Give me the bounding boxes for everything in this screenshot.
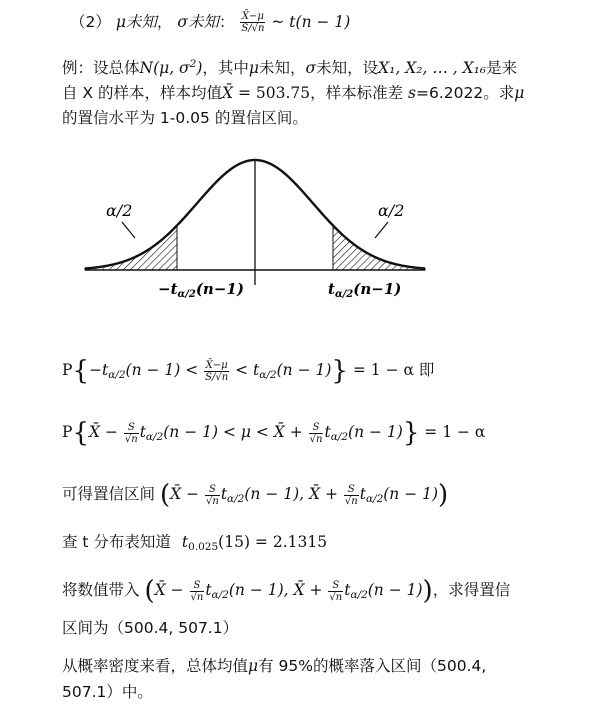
eq2-t2: t bbox=[324, 423, 331, 441]
example-xbar: X̄ bbox=[221, 84, 234, 102]
example-line3-text: 的置信水平为 1-0.05 的置信区间。 bbox=[62, 109, 308, 127]
conclusion-text-b: 有 95%的概率落入区间（500.4, bbox=[258, 657, 487, 675]
example-line-1 bbox=[62, 56, 517, 78]
example-mu: μ bbox=[248, 59, 259, 77]
heading-distribution: ~ t(n − 1) bbox=[271, 13, 351, 31]
substitute-mid: (n − 1), X̄ + bbox=[228, 581, 323, 599]
heading-prefix: （2） bbox=[70, 13, 111, 31]
example-close: ) bbox=[196, 59, 203, 77]
eq1-lhs: −t bbox=[88, 361, 109, 379]
right-critical-label bbox=[328, 280, 401, 300]
interval-fraction-1 bbox=[205, 484, 220, 507]
eq2-sub2: α/2 bbox=[330, 431, 349, 443]
eq2-t1: t bbox=[139, 423, 146, 441]
eq1-p: P bbox=[62, 361, 73, 379]
eq1-lhs-tail: (n − 1) < bbox=[125, 361, 199, 379]
eq1-open-brace: { bbox=[72, 356, 89, 386]
t-distribution-figure bbox=[80, 150, 430, 300]
probability-equation-2 bbox=[62, 418, 485, 448]
example-s: s bbox=[408, 84, 417, 102]
substitute-f2-num: S bbox=[328, 580, 343, 592]
right-critical-tail: (n−1) bbox=[353, 280, 402, 298]
table-text: 查 t 分布表知道 bbox=[62, 533, 171, 551]
conclusion-line-2 bbox=[62, 680, 153, 702]
substitute-text: 将数值带入 bbox=[62, 581, 140, 599]
eq1-suffix: 即 bbox=[418, 361, 435, 379]
right-area-label: α/2 bbox=[378, 201, 405, 220]
substitute-sub: α/2 bbox=[211, 589, 229, 601]
substitute-open: ( bbox=[144, 576, 155, 606]
example-dist: N(μ, σ bbox=[139, 59, 190, 77]
example-line-3 bbox=[62, 106, 308, 128]
eq1-rhs-tail: (n − 1) bbox=[276, 361, 332, 379]
heading-frac-num: X̄−μ bbox=[241, 11, 264, 22]
eq2-xbar: X̄ − bbox=[88, 423, 118, 441]
section-heading bbox=[70, 10, 350, 34]
example-line-2 bbox=[62, 81, 524, 103]
eq2-open-brace: { bbox=[72, 418, 89, 448]
substitute-sub2: α/2 bbox=[350, 589, 368, 601]
interval-sub: α/2 bbox=[227, 493, 245, 505]
eq2-p: P bbox=[62, 423, 73, 441]
eq2-f-den: √n bbox=[124, 433, 138, 445]
interval-f2-den: √n bbox=[344, 495, 358, 507]
example-s-value: =6.2022。求 bbox=[416, 84, 515, 102]
example-line2-text2: ，样本标准差 bbox=[310, 84, 409, 102]
substitute-fraction-2 bbox=[328, 580, 343, 603]
left-critical-label bbox=[158, 280, 244, 300]
interval-open: ( bbox=[159, 480, 171, 510]
substitute-line bbox=[62, 576, 510, 606]
heading-fraction bbox=[240, 11, 265, 34]
substitute-fraction-1 bbox=[190, 580, 205, 603]
conclusion-line-1 bbox=[62, 654, 486, 676]
interval-fraction-2 bbox=[344, 484, 359, 507]
eq2-fraction-1 bbox=[124, 422, 139, 445]
substitute-end: ，求得置信 bbox=[432, 581, 511, 599]
eq2-f-num: S bbox=[124, 422, 139, 434]
t-table-line bbox=[62, 530, 327, 553]
conclusion-text-a: 从概率密度来看，总体均值 bbox=[62, 657, 249, 675]
substitute-a: X̄ − bbox=[154, 581, 184, 599]
probability-equation-1 bbox=[62, 356, 434, 386]
example-text-mid: ，其中 bbox=[202, 59, 249, 77]
substitute-f2-den: √n bbox=[329, 591, 343, 603]
example-mean-value: = 503.75 bbox=[233, 84, 311, 102]
substitute-t2: t bbox=[344, 581, 351, 599]
substitute-f-den: √n bbox=[190, 591, 204, 603]
eq1-close-brace: } bbox=[331, 356, 348, 386]
table-sub: 0.025 bbox=[188, 541, 219, 553]
left-critical-t: −t bbox=[158, 280, 178, 298]
left-area-label: α/2 bbox=[106, 201, 133, 220]
interval-f2-num: S bbox=[344, 484, 359, 496]
substitute-tail: (n − 1) bbox=[367, 581, 423, 599]
example-text3: 未知，设 bbox=[316, 59, 379, 77]
interval-t2: t bbox=[359, 485, 366, 503]
heading-frac-den: S/√n bbox=[241, 23, 265, 34]
eq2-close-brace: } bbox=[402, 418, 420, 448]
example-text2: 未知， bbox=[258, 59, 306, 77]
conclusion-text-2: 507.1）中。 bbox=[62, 683, 153, 701]
interval-t1: t bbox=[220, 485, 228, 503]
eq1-fraction bbox=[204, 360, 229, 383]
left-label-pointer bbox=[122, 222, 135, 238]
left-critical-tail: (n−1) bbox=[195, 280, 244, 298]
conclusion-mu: μ bbox=[248, 657, 259, 675]
example-end: 是来 bbox=[486, 59, 518, 77]
eq2-f2-den: √n bbox=[309, 433, 323, 445]
interval-sub2: α/2 bbox=[365, 493, 384, 505]
interval-close: ) bbox=[438, 480, 449, 510]
eq2-tail: (n − 1) bbox=[348, 423, 403, 441]
eq2-fraction-2 bbox=[309, 422, 324, 445]
eq2-result: = 1 − α bbox=[424, 423, 486, 441]
example-line2-mu: μ bbox=[514, 84, 525, 102]
eq1-frac-num: X̄−μ bbox=[205, 359, 228, 371]
heading-colon: ： bbox=[218, 13, 235, 31]
eq1-frac-den: S/√n bbox=[205, 371, 229, 383]
substitute-t1: t bbox=[205, 581, 212, 599]
eq1-result: = 1 − α bbox=[352, 361, 414, 379]
eq1-sub2: α/2 bbox=[259, 369, 277, 381]
right-critical-sub: α/2 bbox=[334, 289, 354, 300]
interval-f-den: √n bbox=[206, 495, 219, 507]
example-line2-text: 自 X 的样本，样本均值 bbox=[62, 84, 222, 102]
eq2-mid: (n − 1) < μ < X̄ + bbox=[163, 423, 303, 441]
example-samples: X₁, X₂, … , X₁₆ bbox=[378, 59, 487, 77]
example-sigma: σ bbox=[305, 59, 317, 77]
eq1-mid: < t bbox=[235, 361, 260, 379]
substitute-close: ) bbox=[422, 576, 433, 606]
substitute-f-num: S bbox=[190, 580, 205, 592]
interval-text: 可得置信区间 bbox=[62, 485, 156, 503]
substitute-result-line bbox=[62, 616, 238, 638]
interval-mid: (n − 1), X̄ + bbox=[244, 485, 338, 503]
interval-a: X̄ − bbox=[170, 485, 200, 503]
interval-f-num: S bbox=[205, 484, 220, 496]
heading-mu-unknown: μ未知 bbox=[115, 13, 157, 31]
substitute-result: 区间为（500.4, 507.1） bbox=[62, 619, 239, 637]
eq2-f2-num: S bbox=[309, 422, 324, 434]
confidence-interval-line bbox=[62, 480, 448, 510]
eq2-sub: α/2 bbox=[145, 431, 164, 443]
right-critical-t: t bbox=[328, 280, 335, 298]
interval-tail: (n − 1) bbox=[383, 485, 439, 503]
example-sup: 2 bbox=[189, 58, 197, 70]
left-critical-sub: α/2 bbox=[177, 289, 196, 300]
heading-sigma-unknown: σ未知 bbox=[177, 13, 219, 31]
right-label-pointer bbox=[375, 222, 388, 238]
table-value: (15) = 2.1315 bbox=[218, 533, 328, 551]
example-text: 例：设总体 bbox=[62, 59, 140, 77]
table-t: t bbox=[181, 533, 189, 551]
heading-sep: ， bbox=[156, 13, 173, 31]
eq1-sub: α/2 bbox=[108, 369, 126, 381]
